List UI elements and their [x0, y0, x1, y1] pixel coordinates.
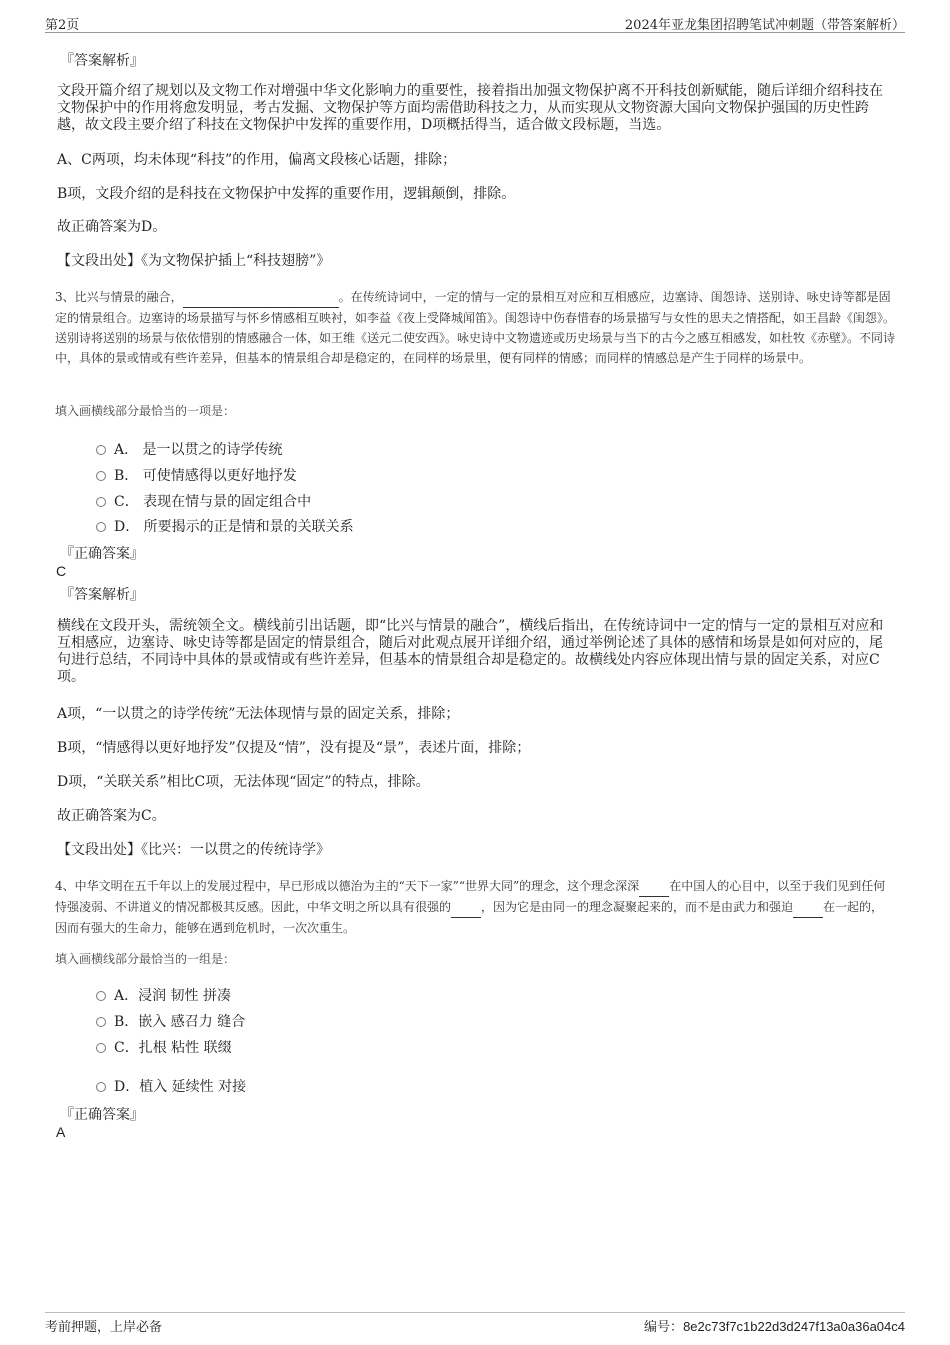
q2-analysis-p1: 文段开篇介绍了规划以及文物工作对增强中华文化影响力的重要性，接着指出加强文物保护离不开科技创新赋能，随后详细介绍科技在文物保护中的作用将愈发明显，考古发掘、文物保护等方面均需借助科技之力，从而实现从文物资源大国向文物保护强国的历史性跨越，故文段主要介绍了科技在文物保护中发挥的重要作用，D项概括得当，适合做文段标题，当选。 — [57, 83, 883, 133]
q2-analysis-p3: B项，文段介绍的是科技在文物保护中发挥的重要作用，逻辑颠倒，排除。 — [57, 186, 516, 202]
q4-option-a[interactable]: A．浸润 韧性 拼凑 — [96, 985, 231, 1005]
page-footer — [45, 1312, 905, 1335]
q3-option-c[interactable]: C． 表现在情与景的固定组合中 — [96, 491, 311, 511]
radio-icon[interactable] — [96, 445, 106, 455]
q2-analysis-p4: 故正确答案为D。 — [57, 219, 167, 235]
q2-analysis-label: 『答案解析』 — [60, 53, 144, 69]
q4-option-c[interactable]: C．扎根 粘性 联缀 — [96, 1037, 232, 1057]
q3-answer: C — [56, 563, 67, 579]
page-header — [45, 14, 905, 33]
document-title: 2024年亚龙集团招聘笔试冲刺题（带答案解析） — [624, 18, 905, 33]
footer-serial: 编号：8e2c73f7c1b22d3d247f13a0a36a04c4 — [644, 1319, 905, 1335]
q4-blank-3 — [793, 897, 823, 918]
radio-icon[interactable] — [96, 1082, 106, 1092]
q4-answer-label: 『正确答案』 — [60, 1107, 144, 1123]
radio-icon[interactable] — [96, 522, 106, 532]
q4-prompt: 填入画横线部分最恰当的一组是： — [55, 952, 236, 966]
q3-analysis-p5: 故正确答案为C。 — [57, 808, 166, 824]
radio-icon[interactable] — [96, 1043, 106, 1053]
q3-question-text: 3、比兴与情景的融合， 。在传统诗词中，一定的情与一定的景相互对应和互相感应，边塞诗、闺怨诗、送别诗、咏史诗等都是固定的情景组合。边塞诗的场景描写与怀乡情感相互映衬，如李益《夜上受降城闻笛》。闺怨诗中伤春惜春的场景描写与女性的思夫之情搭配，如王昌龄《闺怨》。送别诗将送别的场景与依依惜别的情感融合一体，如王维《送元二使安西》。咏史诗中文物遗迹或历史场景与当下的古今之感互相感发，如杜牧《赤壁》。不同诗中，具体的景或情或有些许差异，但基本的情景组合却是稳定的，在同样的场景里，便有同样的情感；而同样的情感总是产生于同样的场景中。 — [55, 287, 895, 368]
radio-icon[interactable] — [96, 497, 106, 507]
q3-analysis-p3: B项，“情感得以更好地抒发”仅提及“情”，没有提及“景”，表述片面，排除； — [57, 740, 531, 756]
q3-analysis-label: 『答案解析』 — [60, 587, 144, 603]
q4-blank-1 — [639, 876, 669, 897]
q3-option-a[interactable]: A． 是一以贯之的诗学传统 — [96, 439, 283, 459]
q3-blank — [183, 287, 339, 308]
q3-source: 【文段出处】《比兴：一以贯之的传统诗学》 — [57, 842, 330, 858]
q4-option-b[interactable]: B．嵌入 感召力 缝合 — [96, 1011, 245, 1031]
q3-prompt: 填入画横线部分最恰当的一项是： — [55, 404, 236, 418]
radio-icon[interactable] — [96, 471, 106, 481]
q4-option-d[interactable]: D．植入 延续性 对接 — [96, 1076, 246, 1096]
q3-analysis-p4: D项，“关联关系”相比C项，无法体现“固定”的特点，排除。 — [57, 774, 430, 790]
q3-analysis-p1: 横线在文段开头，需统领全文。横线前引出话题，即“比兴与情景的融合”，横线后指出，在传统诗词中一定的情与一定的景相互对应和互相感应，边塞诗、咏史诗等都是固定的情景组合，随后对此观点展开详细介绍，通过举例论述了具体的感情和场景是如何对应的，尾句进行总结，不同诗中具体的景或情或有些许差异，但基本的情景组合却是稳定的。故横线处内容应体现出情与景的固定关系，对应C项。 — [57, 618, 884, 685]
page-number: 第2页 — [45, 18, 80, 33]
q3-answer-label: 『正确答案』 — [60, 546, 144, 562]
q4-answer: A — [56, 1124, 66, 1140]
q4-question-text: 4、中华文明在五千年以上的发展过程中，早已形成以德治为主的“天下一家”“世界大同”的理念，这个理念深深 在中国人的心目中，以至于我们见到任何恃强凌弱、不讲道义的情况都极其反感。因此，中华文明之所以具有很强的 ，因为它是由同一的理念凝聚起来的，而不是由武力和强迫 在一起的，因而有强大的生命力，能够在遇到危机时，一次次重生。 — [55, 876, 895, 938]
footer-slogan: 考前押题，上岸必备 — [45, 1320, 163, 1335]
q3-analysis-p2: A项，“一以贯之的诗学传统”无法体现情与景的固定关系，排除； — [57, 706, 460, 722]
q3-option-b[interactable]: B． 可使情感得以更好地抒发 — [96, 465, 297, 485]
q2-analysis-p2: A、C两项，均未体现“科技”的作用，偏离文段核心话题，排除； — [57, 152, 457, 168]
radio-icon[interactable] — [96, 991, 106, 1001]
q2-source: 【文段出处】《为文物保护插上“科技翅膀”》 — [57, 253, 331, 269]
q4-blank-2 — [451, 897, 481, 918]
q3-option-d[interactable]: D． 所要揭示的正是情和景的关联关系 — [96, 516, 354, 536]
radio-icon[interactable] — [96, 1017, 106, 1027]
